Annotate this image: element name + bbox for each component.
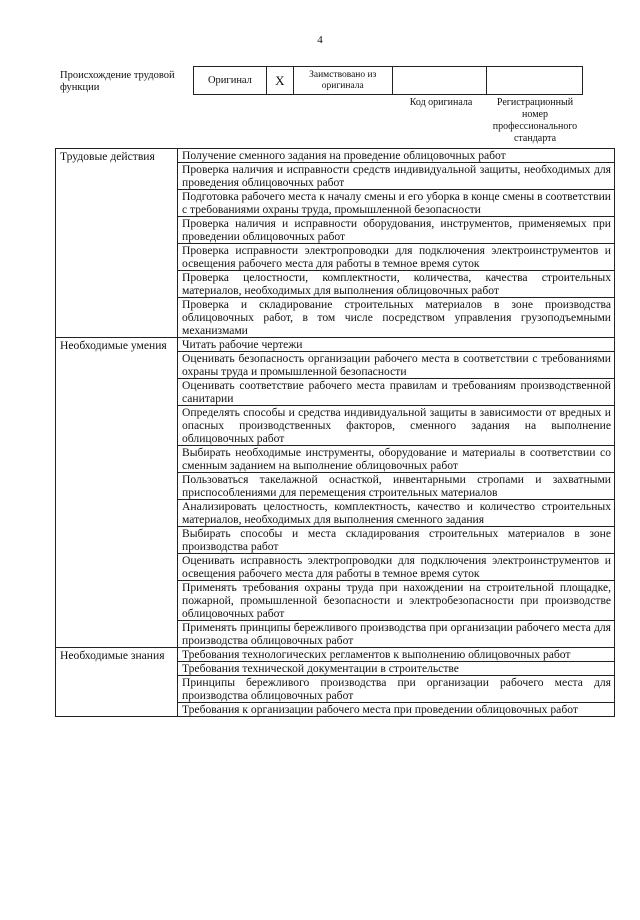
section-item: Требования к организации рабочего места при проведении облицовочных работ xyxy=(178,703,615,717)
code-original-label: Код оригинала xyxy=(409,97,473,108)
section-item: Проверка наличия и исправности оборудования, инструментов, применяемых при проведении облицовочных работ xyxy=(178,217,615,244)
section-item: Пользоваться такелажной оснасткой, инвентарными стропами и захватными приспособлениями для перемещения строительных материалов xyxy=(178,473,615,500)
section-item: Применять принципы бережливого производства при организации рабочего места для производства облицовочных работ xyxy=(178,621,615,648)
section-item: Проверка исправности электропроводки для подключения электроинструментов и освещения рабочего места для работы в темное время суток xyxy=(178,244,615,271)
section-item: Определять способы и средства индивидуальной защиты в зависимости от вредных и опасных производственных факторов, сменного задания на выполнение облицовочных работ xyxy=(178,406,615,446)
page-number: 4 xyxy=(317,34,323,46)
section-item: Проверка и складирование строительных материалов в зоне производства облицовочных работ, в том числе посредством управления грузоподъемными механизмами xyxy=(178,298,615,338)
registration-number-cell xyxy=(487,67,583,95)
section-item: Применять требования охраны труда при нахождении на строительной площадке, пожарной, промышленной безопасности и электробезопасности при производстве облицовочных работ xyxy=(178,581,615,621)
origin-label: Происхождение трудовой функции xyxy=(60,70,175,93)
borrowed-cell: Заимствовано из оригинала xyxy=(293,67,392,95)
labor-function-table xyxy=(55,148,615,717)
origin-table xyxy=(193,66,583,95)
section-item: Оценивать безопасность организации рабочего места в соответствии с требованиями охраны труда и промышленной безопасности xyxy=(178,352,615,379)
section-item: Читать рабочие чертежи xyxy=(178,338,615,352)
section-category: Трудовые действия xyxy=(56,149,178,338)
section-item: Анализировать целостность, комплектность, качество и количество строительных материалов, необходимых для выполнения сменного задания xyxy=(178,500,615,527)
section-item: Проверка целостности, комплектности, количества, качества строительных материалов, необходимых для выполнения облицовочных работ xyxy=(178,271,615,298)
table-row xyxy=(56,149,615,163)
original-mark: X xyxy=(266,67,293,95)
code-original-cell xyxy=(392,67,487,95)
table-row xyxy=(56,648,615,662)
section-item: Подготовка рабочего места к началу смены и его уборка в конце смены в соответствии с требованиями охраны труда, промышленной безопасности xyxy=(178,190,615,217)
section-category: Необходимые умения xyxy=(56,338,178,648)
section-item: Оценивать соответствие рабочего места правилам и требованиям производственной санитарии xyxy=(178,379,615,406)
table-row xyxy=(56,338,615,352)
section-item: Получение сменного задания на проведение облицовочных работ xyxy=(178,149,615,163)
section-item: Выбирать способы и места складирования строительных материалов в зоне производства работ xyxy=(178,527,615,554)
section-item: Проверка наличия и исправности средств индивидуальной защиты, необходимых для проведения облицовочных работ xyxy=(178,163,615,190)
section-item: Выбирать необходимые инструменты, оборудование и материалы в соответствии со сменным заданием на выполнение облицовочных работ xyxy=(178,446,615,473)
section-item: Оценивать исправность электропроводки для подключения электроинструментов и освещения рабочего места для работы в темное время суток xyxy=(178,554,615,581)
section-item: Требования технологических регламентов к выполнению облицовочных работ xyxy=(178,648,615,662)
section-item: Принципы бережливого производства при организации рабочего места для производства облицовочных работ xyxy=(178,676,615,703)
section-category: Необходимые знания xyxy=(56,648,178,717)
section-item: Требования технической документации в строительстве xyxy=(178,662,615,676)
original-cell: Оригинал xyxy=(194,67,267,95)
registration-number-label: Регистрационный номер профессионального стандарта xyxy=(492,97,578,144)
